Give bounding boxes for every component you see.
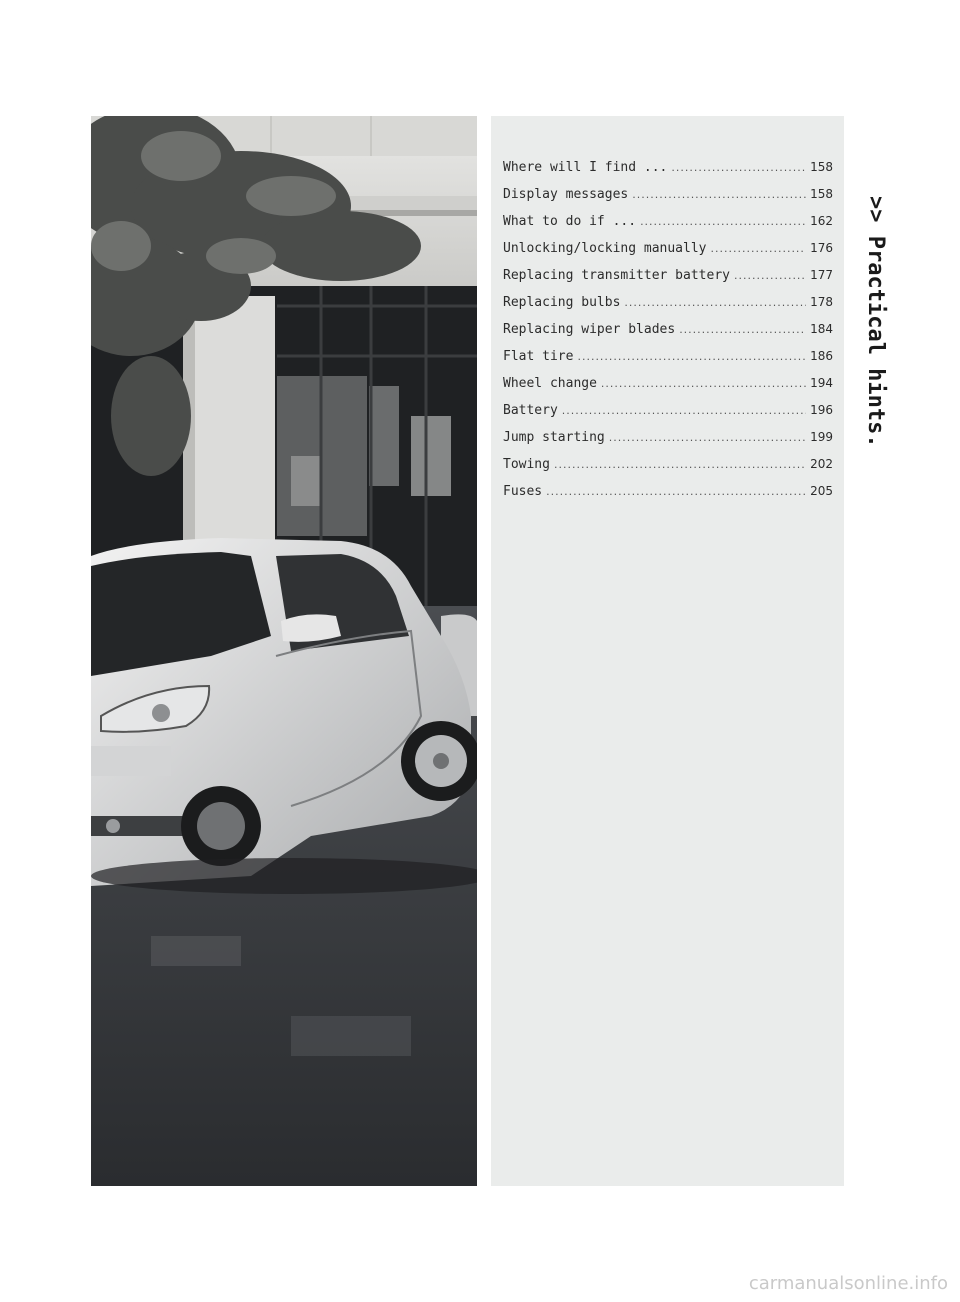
toc-item-page: 177 [810, 268, 833, 282]
toc-item-page: 158 [810, 187, 833, 201]
toc-leader-dots [554, 458, 806, 471]
toc-item-label: Where will I find ... [503, 160, 668, 175]
toc-leader-dots [679, 323, 806, 336]
toc-item[interactable] [503, 457, 833, 484]
toc-item-label: Display messages [503, 187, 629, 202]
toc-item[interactable] [503, 430, 833, 457]
toc-leader-dots [671, 161, 806, 174]
toc-item-label: Jump starting [503, 430, 605, 445]
toc-item-page: 202 [810, 457, 833, 471]
toc-item[interactable] [503, 349, 833, 376]
toc-item[interactable] [503, 214, 833, 241]
toc-leader-dots [711, 242, 807, 255]
toc-leader-dots [632, 188, 806, 201]
toc-item-page: 178 [810, 295, 833, 309]
toc-list [503, 160, 833, 511]
toc-item[interactable] [503, 322, 833, 349]
toc-item-page: 158 [810, 160, 833, 174]
section-title: >> Practical hints. [863, 196, 888, 448]
toc-item-page: 162 [810, 214, 833, 228]
toc-item-page: 196 [810, 403, 833, 417]
toc-item[interactable] [503, 376, 833, 403]
toc-leader-dots [734, 269, 806, 282]
toc-item-label: Fuses [503, 484, 543, 499]
toc-leader-dots [624, 296, 806, 309]
toc-leader-dots [609, 431, 806, 444]
toc-panel [491, 116, 844, 1186]
toc-item[interactable] [503, 160, 833, 187]
toc-item-label: Towing [503, 457, 550, 472]
toc-item-label: Flat tire [503, 349, 574, 364]
toc-item[interactable] [503, 295, 833, 322]
toc-item-page: 205 [810, 484, 833, 498]
toc-item-page: 186 [810, 349, 833, 363]
toc-item-page: 184 [810, 322, 833, 336]
toc-leader-dots [577, 350, 806, 363]
toc-item-label: What to do if ... [503, 214, 637, 229]
toc-item-label: Replacing transmitter battery [503, 268, 730, 283]
toc-item-page: 176 [810, 241, 833, 255]
toc-item-label: Replacing wiper blades [503, 322, 676, 337]
toc-item-label: Wheel change [503, 376, 597, 391]
toc-item-label: Unlocking/locking manually [503, 241, 707, 256]
toc-item-label: Battery [503, 403, 558, 418]
toc-item[interactable] [503, 484, 833, 511]
toc-item[interactable] [503, 187, 833, 214]
toc-item-page: 194 [810, 376, 833, 390]
toc-leader-dots [640, 215, 806, 228]
toc-item-page: 199 [810, 430, 833, 444]
toc-item[interactable] [503, 241, 833, 268]
toc-leader-dots [546, 485, 806, 498]
toc-leader-dots [601, 377, 806, 390]
watermark: carmanualsonline.info [748, 1273, 948, 1294]
toc-leader-dots [562, 404, 806, 417]
car-photo [91, 116, 477, 1186]
toc-item[interactable] [503, 403, 833, 430]
toc-item[interactable] [503, 268, 833, 295]
toc-item-label: Replacing bulbs [503, 295, 621, 310]
